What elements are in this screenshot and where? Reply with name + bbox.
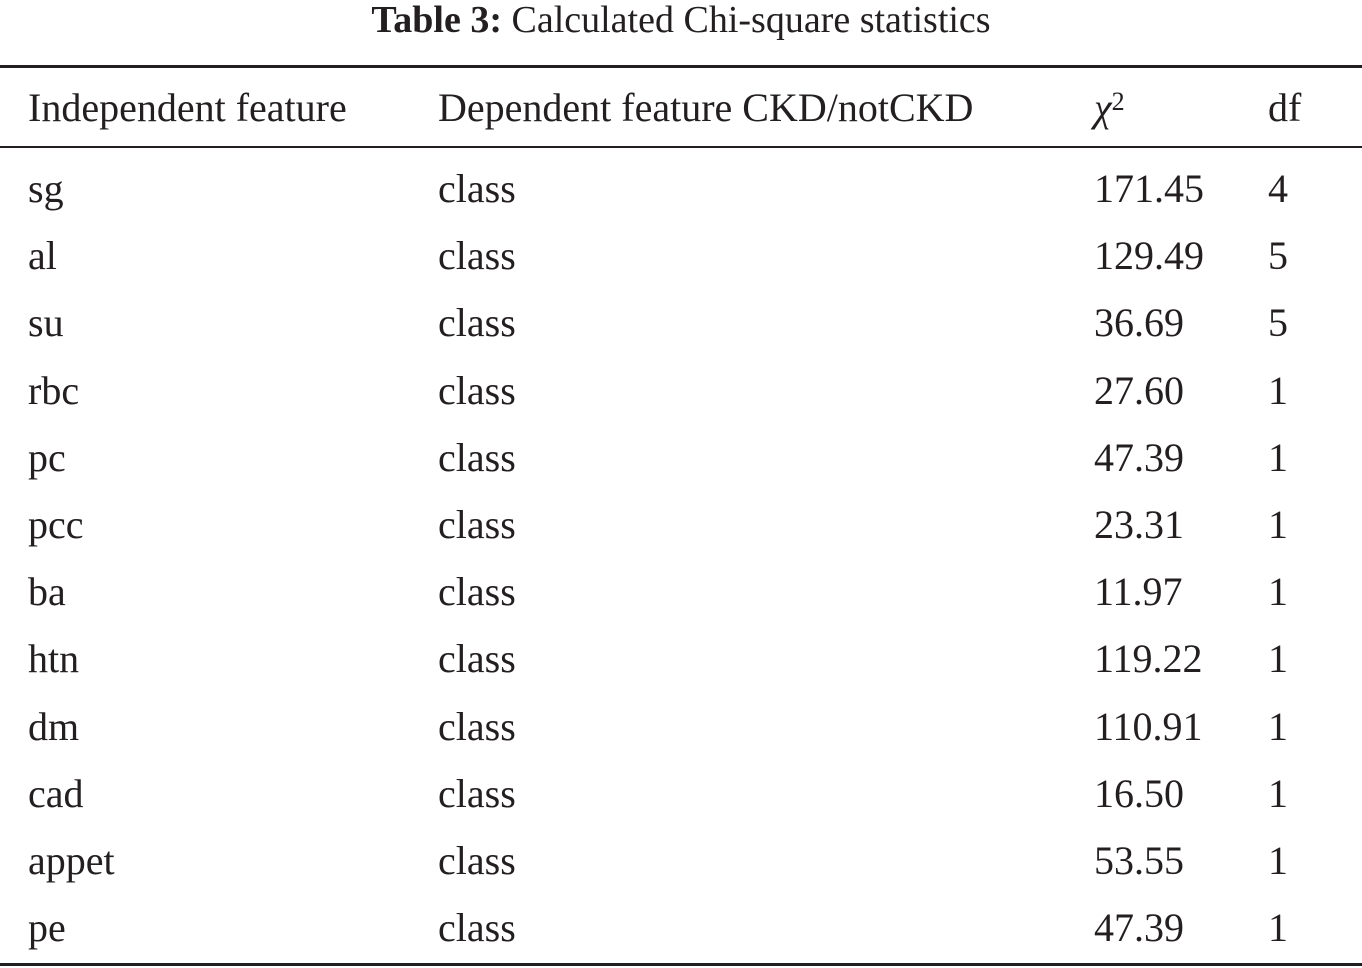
cell-independent-feature: cad xyxy=(28,770,84,816)
cell-df: 1 xyxy=(1268,367,1288,413)
header-dependent-feature: Dependent feature CKD/notCKD xyxy=(438,85,974,130)
table-row xyxy=(0,894,1362,961)
cell-independent-feature: pc xyxy=(28,434,66,480)
cell-dependent-feature: class xyxy=(438,569,516,615)
table-body xyxy=(0,155,1362,955)
cell-independent-feature: ba xyxy=(28,569,66,615)
cell-df: 1 xyxy=(1268,501,1288,547)
header-df: df xyxy=(1268,85,1302,130)
cell-chi-square: 47.39 xyxy=(1094,434,1184,480)
cell-chi-square: 23.31 xyxy=(1094,501,1184,547)
cell-df: 4 xyxy=(1268,166,1288,211)
cell-df: 1 xyxy=(1268,569,1288,615)
table-caption-text: Calculated Chi-square statistics xyxy=(511,0,991,41)
table-row xyxy=(0,424,1362,491)
cell-df: 1 xyxy=(1268,434,1288,480)
chi-symbol: χ xyxy=(1094,85,1112,130)
cell-df: 1 xyxy=(1268,636,1288,682)
cell-chi-square: 53.55 xyxy=(1094,837,1184,883)
table-row xyxy=(0,827,1362,894)
cell-chi-square: 11.97 xyxy=(1094,569,1183,615)
cell-dependent-feature: class xyxy=(438,837,516,883)
table-header-row xyxy=(0,80,1362,136)
table-row xyxy=(0,222,1362,289)
cell-dependent-feature: class xyxy=(438,367,516,413)
cell-independent-feature: su xyxy=(28,300,64,346)
table-caption-label: Table 3: xyxy=(371,0,502,41)
table-row xyxy=(0,357,1362,424)
cell-chi-square: 129.49 xyxy=(1094,233,1204,279)
cell-chi-square: 119.22 xyxy=(1094,636,1203,682)
cell-dependent-feature: class xyxy=(438,501,516,547)
header-independent-feature: Independent feature xyxy=(28,85,347,130)
cell-chi-square: 110.91 xyxy=(1094,703,1203,749)
cell-independent-feature: pe xyxy=(28,905,66,951)
cell-df: 1 xyxy=(1268,905,1288,951)
cell-dependent-feature: class xyxy=(438,233,516,279)
cell-dependent-feature: class xyxy=(438,770,516,816)
table-caption xyxy=(0,0,1362,40)
cell-df: 1 xyxy=(1268,770,1288,816)
table-row xyxy=(0,760,1362,827)
cell-independent-feature: pcc xyxy=(28,501,84,547)
table-row xyxy=(0,693,1362,760)
table-row xyxy=(0,558,1362,625)
cell-df: 5 xyxy=(1268,233,1288,279)
cell-independent-feature: al xyxy=(28,233,57,279)
cell-chi-square: 47.39 xyxy=(1094,905,1184,951)
cell-df: 5 xyxy=(1268,300,1288,346)
table-header-rule xyxy=(0,146,1362,148)
table-row xyxy=(0,289,1362,356)
cell-chi-square: 171.45 xyxy=(1094,166,1204,211)
table-row xyxy=(0,155,1362,222)
header-chi-square xyxy=(1094,80,1125,136)
cell-df: 1 xyxy=(1268,837,1288,883)
cell-dependent-feature: class xyxy=(438,703,516,749)
cell-independent-feature: dm xyxy=(28,703,80,749)
cell-independent-feature: htn xyxy=(28,636,80,682)
cell-independent-feature: rbc xyxy=(28,367,80,413)
cell-chi-square: 27.60 xyxy=(1094,367,1184,413)
table-row xyxy=(0,491,1362,558)
cell-chi-square: 16.50 xyxy=(1094,770,1184,816)
cell-chi-square: 36.69 xyxy=(1094,300,1184,346)
table-bottom-rule xyxy=(0,963,1362,966)
cell-dependent-feature: class xyxy=(438,300,516,346)
table-top-rule xyxy=(0,65,1362,68)
cell-dependent-feature: class xyxy=(438,905,516,951)
chi-superscript: 2 xyxy=(1111,87,1125,116)
cell-df: 1 xyxy=(1268,703,1288,749)
cell-dependent-feature: class xyxy=(438,636,516,682)
cell-dependent-feature: class xyxy=(438,434,516,480)
cell-dependent-feature: class xyxy=(438,166,516,211)
table-row xyxy=(0,625,1362,692)
cell-independent-feature: sg xyxy=(28,166,64,211)
cell-independent-feature: appet xyxy=(28,837,115,883)
